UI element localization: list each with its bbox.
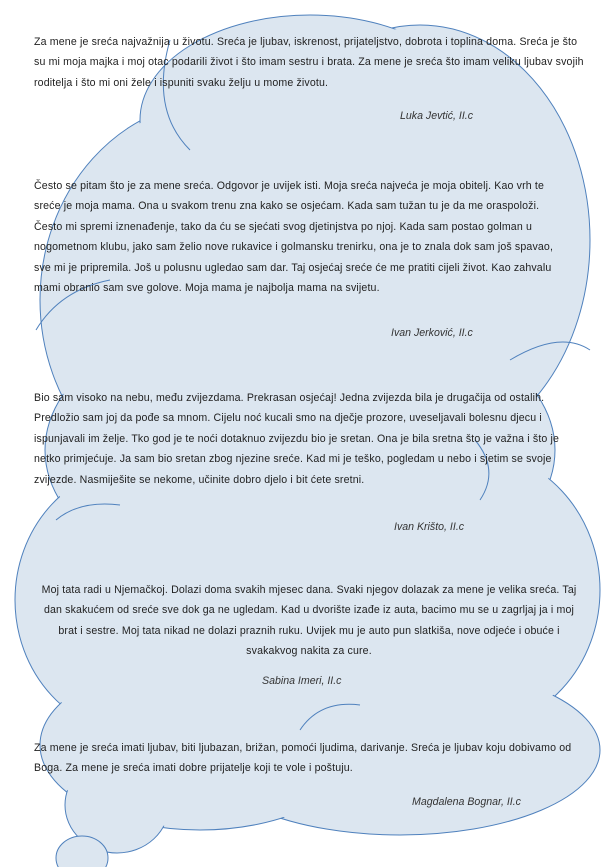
essay-paragraph: Bio sam visoko na nebu, među zvijezdama. Prekrasan osjećaj! Jedna zvijezda bila je drugačija od ostalih. Predložio sam joj da pođe sa mnom. Cijelu noć kucali smo na dječje prozore, uveseljavali bolesnu djecu i ispunjavali im želje. Tko god je te noći dotaknuo zvijezdu bio je sretan. Ona je bila sretna što je važna i što je netko primjećuje. Ja sam bio sretan zbog njezine sreće. Kad mi je teško, pogledam u nebo i sjetim se svoje zvijezde. Nasmiješite se nekome, učinite dobro djelo i bit ćete sretni. [34,392,560,486]
author-signature: Ivan Krišto, II.c [394,521,465,533]
author-signature: Luka Jevtić, II.c [400,110,474,122]
author-signature: Sabina Imeri, II.c [262,675,342,687]
essay-paragraph: Često se pitam što je za mene sreća. Odgovor je uvijek isti. Moja sreća najveća je moja obitelj. Kao vrh te sreće je moja mama. Ona u svakom trenu zna kako se osjećam. Kada sam tužan tu je da me oraspoloži. Često mi spremi iznenađenje, tako da ću se sjećati svog djetinjstva po njoj. Kada sam postao golman u nogometnom klubu, jako sam želio nove rukavice i golmansku trenirku, ona je to znala dok sam još spavao, sve mi je pripremila. Još u polusnu ugledao sam dar. Taj osjećaj sreće će me pratiti cijeli život. Kao zahvalu mami obranio sam sve golove. Moja mama je najbolja mama na svijetu. [34,180,554,295]
essay-paragraph: Za mene je sreća imati ljubav, biti ljubazan, brižan, pomoći ljudima, darivanje. Sreća je ljubav koju dobivamo od Boga. Za mene je sreća imati dobre prijatelje koji te vole i poštuju. [34,742,572,775]
author-signature: Magdalena Bognar, II.c [412,796,521,808]
essay-paragraph: Moj tata radi u Njemačkoj. Dolazi doma svakih mjesec dana. Svaki njegov dolazak za mene je velika sreća. Taj dan skakućem od sreće sve dok ga ne ugledam. Kad u dvorište izađe iz auta, bacimo mu se u zagrljaj ja i moj brat i sestre. Moj tata nikad ne dolazi praznih ruku. Uvijek mu je auto pun slatkiša, nove odjeće i obuće i svakakvog nakita za cure. [41,584,577,658]
essay-paragraph: Za mene je sreća najvažnija u životu. Sreća je ljubav, iskrenost, prijateljstvo, dobrota i toplina doma. Sreća je što su mi moja majka i moj otac podarili život i što imam sestru i brata. Za mene je sreća što imam veliku ljubav svojih roditelja i što mi oni žele i ispuniti svaku želju u mome životu. [34,36,584,89]
author-signature: Ivan Jerković, II.c [391,327,473,339]
